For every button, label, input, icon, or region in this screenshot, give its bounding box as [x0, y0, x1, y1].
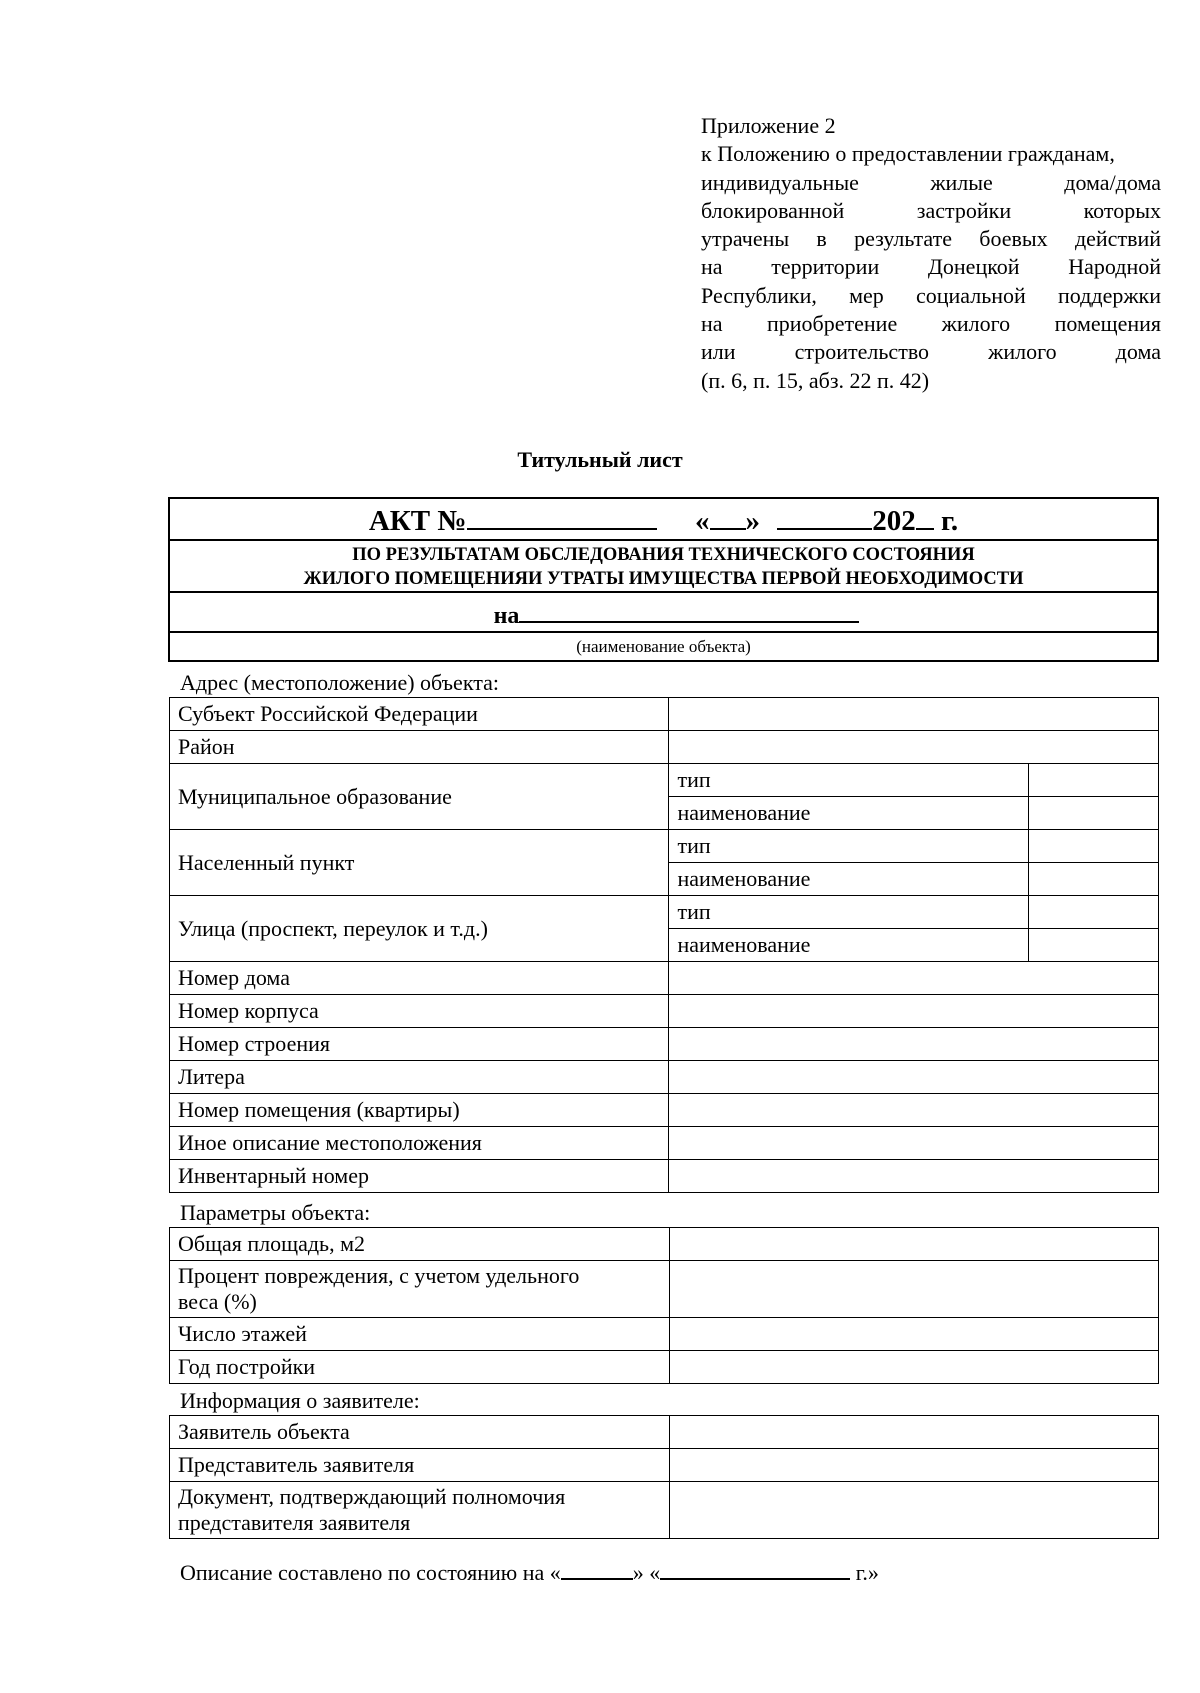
object-caption: (наименование объекта)	[576, 637, 751, 656]
value-cell[interactable]	[669, 1449, 1158, 1482]
value-cell[interactable]	[669, 731, 1159, 764]
row-label: Муниципальное образование	[170, 764, 669, 830]
type-label: тип	[669, 896, 1029, 929]
value-cell[interactable]	[669, 1318, 1158, 1351]
act-number-row	[170, 499, 1157, 541]
footer-line	[180, 1556, 879, 1587]
value-cell[interactable]	[669, 698, 1159, 731]
act-quote-open: «	[695, 505, 710, 537]
act-object-row	[170, 593, 1157, 633]
row-label-line: веса (%)	[178, 1289, 257, 1314]
applicant-label: Информация о заявителе:	[180, 1388, 420, 1413]
value-cell[interactable]	[669, 1028, 1159, 1061]
row-label: Номер дома	[170, 962, 669, 995]
value-cell[interactable]	[669, 1228, 1158, 1261]
appendix-line: к Положению о предоставлении гражданам,	[701, 141, 1115, 167]
act-number-field[interactable]	[467, 500, 657, 530]
act-na-label: на	[493, 603, 520, 629]
act-quote-close: »	[745, 505, 761, 537]
address-label: Адрес (местоположение) объекта:	[180, 670, 499, 695]
row-label	[170, 1261, 670, 1318]
value-cell[interactable]	[1029, 863, 1159, 896]
params-label: Параметры объекта:	[180, 1200, 371, 1225]
act-year-suffix: г.	[941, 505, 959, 537]
act-header-box	[168, 497, 1159, 662]
row-label: Заявитель объекта	[170, 1416, 670, 1449]
appendix-line: блокированной застройки которых	[701, 197, 1161, 223]
value-cell[interactable]	[669, 1127, 1159, 1160]
row-label: Представитель заявителя	[170, 1449, 670, 1482]
value-cell[interactable]	[669, 995, 1159, 1028]
value-cell[interactable]	[669, 962, 1159, 995]
value-cell[interactable]	[1029, 764, 1159, 797]
row-label: Субъект Российской Федерации	[170, 698, 669, 731]
row-label: Число этажей	[170, 1318, 670, 1351]
applicant-table	[169, 1415, 1159, 1539]
act-day-field[interactable]	[710, 500, 746, 530]
row-label: Населенный пункт	[170, 830, 669, 896]
appendix-line: (п. 6, п. 15, абз. 22 п. 42)	[701, 367, 930, 393]
footer-day-field[interactable]	[561, 1556, 633, 1580]
row-label: Номер помещения (квартиры)	[170, 1094, 669, 1127]
footer-end: г.»	[855, 1560, 879, 1585]
params-table	[169, 1227, 1159, 1384]
row-label: Инвентарный номер	[170, 1160, 669, 1193]
value-cell[interactable]	[669, 1061, 1159, 1094]
row-label: Иное описание местоположения	[170, 1127, 669, 1160]
appendix-line: на приобретение жилого помещения	[701, 311, 1161, 337]
appendix-line: на территории Донецкой Народной	[701, 254, 1161, 280]
type-label: тип	[669, 764, 1029, 797]
act-year-field[interactable]	[916, 500, 934, 530]
row-label: Литера	[170, 1061, 669, 1094]
appendix-line: Приложение 2	[701, 113, 836, 138]
appendix-line: или строительство жилого дома	[701, 339, 1161, 365]
value-cell[interactable]	[669, 1160, 1159, 1193]
address-table	[169, 697, 1159, 1193]
row-label: Номер корпуса	[170, 995, 669, 1028]
appendix-line: Республики, мер социальной поддержки	[701, 282, 1161, 308]
act-year-prefix: 202	[872, 505, 916, 537]
value-cell[interactable]	[669, 1482, 1158, 1539]
act-subtitle-line: ЖИЛОГО ПОМЕЩЕНИЯИ УТРАТЫ ИМУЩЕСТВА ПЕРВОЙ НЕОБХОДИМОСТИ	[303, 569, 1024, 589]
act-subtitle-line: ПО РЕЗУЛЬТАТАМ ОБСЛЕДОВАНИЯ ТЕХНИЧЕСКОГО СОСТОЯНИЯ	[352, 545, 975, 565]
name-label: наименование	[669, 797, 1029, 830]
page-title: Титульный лист	[517, 447, 683, 472]
value-cell[interactable]	[1029, 929, 1159, 962]
value-cell[interactable]	[1029, 896, 1159, 929]
name-label: наименование	[669, 929, 1029, 962]
row-label-line: Процент повреждения, с учетом удельного	[178, 1263, 580, 1288]
row-label: Год постройки	[170, 1351, 670, 1384]
footer-date-field[interactable]	[660, 1556, 850, 1580]
row-label: Улица (проспект, переулок и т.д.)	[170, 896, 669, 962]
value-cell[interactable]	[669, 1261, 1158, 1318]
value-cell[interactable]	[1029, 797, 1159, 830]
act-prefix: АКТ №	[368, 505, 467, 537]
appendix-note	[701, 112, 1161, 395]
value-cell[interactable]	[669, 1351, 1158, 1384]
name-label: наименование	[669, 863, 1029, 896]
value-cell[interactable]	[1029, 830, 1159, 863]
footer-text: Описание составлено по состоянию на «	[180, 1560, 561, 1585]
row-label: Номер строения	[170, 1028, 669, 1061]
value-cell[interactable]	[669, 1416, 1158, 1449]
appendix-line: индивидуальные жилые дома/дома	[701, 169, 1161, 195]
act-subtitle	[170, 541, 1157, 593]
appendix-line: утрачены в результате боевых действий	[701, 226, 1161, 252]
row-label-line: Документ, подтверждающий полномочия	[178, 1484, 566, 1509]
row-label: Район	[170, 731, 669, 764]
row-label	[170, 1482, 670, 1539]
act-month-field[interactable]	[777, 500, 872, 530]
act-object-field[interactable]	[519, 593, 859, 623]
type-label: тип	[669, 830, 1029, 863]
row-label-line: представителя заявителя	[178, 1510, 411, 1535]
row-label: Общая площадь, м2	[170, 1228, 670, 1261]
value-cell[interactable]	[669, 1094, 1159, 1127]
footer-mid: » «	[632, 1560, 661, 1585]
